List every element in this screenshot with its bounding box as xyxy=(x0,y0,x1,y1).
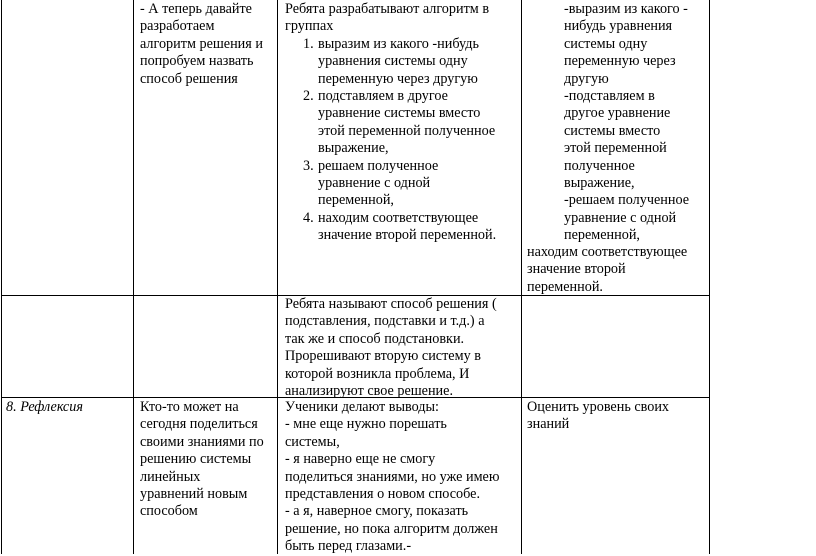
row1-result-line: переменную через xyxy=(564,53,676,70)
row2-students-line: подставления, подставки и т.д.) а xyxy=(285,313,485,330)
row1-teacher-line: попробуем назвать xyxy=(140,53,254,70)
row3-students-line: - мне еще нужно порешать xyxy=(285,416,447,433)
step-line: подставляем в другое xyxy=(318,88,448,105)
row2-students-line: анализируют свое решение. xyxy=(285,383,453,400)
row1-result-line: выражение, xyxy=(564,175,635,192)
row1-result-line: системы вместо xyxy=(564,122,661,139)
row3-teacher-line: способом xyxy=(140,503,198,520)
table-col-divider-2 xyxy=(277,0,278,554)
row3-students-line: поделиться знаниями, но уже имею xyxy=(285,468,500,485)
stage-label: 8. Рефлексия xyxy=(6,399,83,415)
row3-result-line: знаний xyxy=(527,416,570,433)
row3-teacher-cell xyxy=(140,399,274,521)
step-line: переменную через другую xyxy=(318,70,478,87)
row1-result-line: этой переменной xyxy=(564,140,667,157)
table-border-right xyxy=(709,0,710,554)
row1-result-line: находим соответствующее xyxy=(527,244,688,260)
algorithm-step xyxy=(285,158,519,210)
row3-teacher-line: решению системы xyxy=(140,451,252,468)
row1-students-intro: Ребята разрабатывают алгоритм в группах xyxy=(285,1,490,35)
row1-teacher-line: разработаем xyxy=(140,18,215,35)
row1-result-line: другую xyxy=(564,70,609,87)
table-col-divider-1 xyxy=(133,0,134,554)
table-col-divider-3 xyxy=(521,0,522,554)
row1-teacher-line: алгоритм решения и xyxy=(140,35,263,52)
algorithm-step xyxy=(285,88,519,158)
algorithm-step xyxy=(285,210,519,245)
row3-students-line: - а я, наверное смогу, показать xyxy=(285,503,469,520)
row1-result-full xyxy=(527,244,707,296)
row3-students-line: - я наверно еще не смогу xyxy=(285,451,436,468)
step-line: выражение, xyxy=(318,140,389,157)
row3-students-line: быть перед глазами.- xyxy=(285,538,412,555)
row3-teacher-line: уравнений новым xyxy=(140,486,248,503)
step-number: 3. xyxy=(303,157,314,174)
row3-teacher-line: Кто-то может на xyxy=(140,399,239,415)
row3-students-cell xyxy=(285,399,519,556)
step-number: 1. xyxy=(303,35,314,52)
step-line: значение второй переменной. xyxy=(318,227,497,244)
row2-students-line: Ребята называют способ решения ( xyxy=(285,296,497,312)
row1-result-line: переменной, xyxy=(564,227,640,244)
row1-result-line: -подставляем в xyxy=(564,88,655,105)
row1-teacher-line: - А теперь давайте xyxy=(140,1,252,17)
row1-students-cell xyxy=(285,1,519,245)
step-number: 2. xyxy=(303,88,314,105)
step-line: уравнения системы одну xyxy=(318,53,468,70)
row2-students-line: Прорешивают вторую систему в xyxy=(285,348,481,365)
step-line: находим соответствующее xyxy=(318,209,479,226)
row1-result-line: -выразим из какого - xyxy=(564,1,688,17)
row2-students-cell xyxy=(285,296,519,400)
row3-students-line: системы, xyxy=(285,433,340,450)
row3-teacher-line: сегодня поделиться xyxy=(140,416,258,433)
row3-teacher-line: линейных xyxy=(140,468,201,485)
step-line: выразим из какого -нибудь xyxy=(318,35,479,52)
step-line: переменной, xyxy=(318,192,394,209)
row3-students-line: представления о новом способе. xyxy=(285,486,481,503)
row1-result-line: уравнение с одной xyxy=(564,209,677,226)
row1-teacher-cell xyxy=(140,1,274,88)
algorithm-step xyxy=(285,36,519,88)
row3-result-line: Оценить уровень своих xyxy=(527,399,670,415)
row2-students-line: которой возникла проблема, И xyxy=(285,365,470,382)
row1-teacher-line: способ решения xyxy=(140,70,238,87)
step-number: 4. xyxy=(303,209,314,226)
row3-teacher-line: своими знаниями по xyxy=(140,433,264,450)
row1-result-line: полученное xyxy=(564,157,635,174)
step-line: уравнение с одной xyxy=(318,175,431,192)
row1-result-indented xyxy=(564,1,708,245)
row1-result-line: переменной. xyxy=(527,278,603,295)
step-line: уравнение системы вместо xyxy=(318,105,481,122)
step-line: решаем полученное xyxy=(318,157,439,174)
row1-result-line: нибудь уравнения xyxy=(564,18,673,35)
row3-students-line: Ученики делают выводы: xyxy=(285,399,439,415)
algorithm-steps-list xyxy=(285,36,519,245)
row1-result-line: значение второй xyxy=(527,261,626,278)
row1-result-line: -решаем полученное xyxy=(564,192,690,209)
row3-students-line: решение, но пока алгоритм должен xyxy=(285,520,498,537)
table-border-left xyxy=(1,0,2,554)
row3-result-cell xyxy=(527,399,707,434)
step-line: этой переменной полученное xyxy=(318,122,496,139)
row1-result-line: другое уравнение xyxy=(564,105,671,122)
row2-students-line: так же и способ подстановки. xyxy=(285,330,465,347)
row1-result-line: системы одну xyxy=(564,35,648,52)
